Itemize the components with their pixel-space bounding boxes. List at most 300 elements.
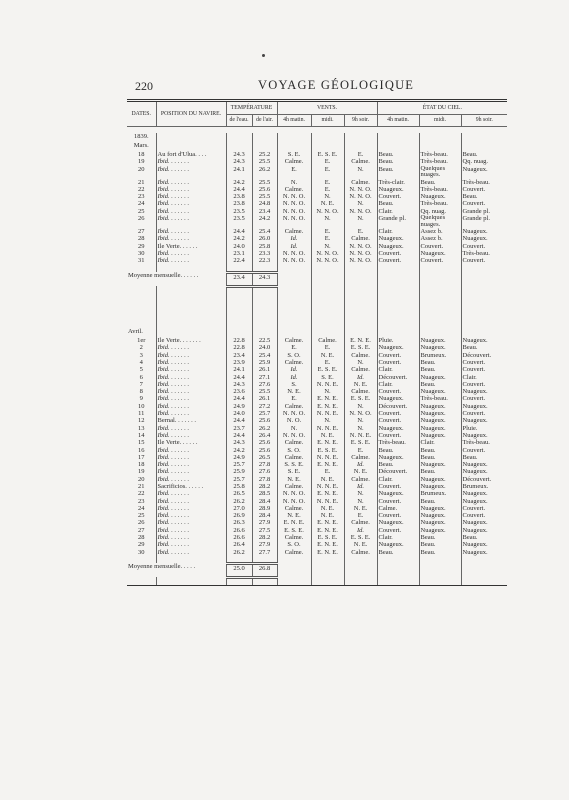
table-row	[127, 505, 507, 512]
cell-temp-air: 25.6	[252, 439, 277, 446]
cell-position: Ibid. . . . . . .	[156, 447, 226, 454]
cell-date: 13	[138, 424, 145, 432]
cell-wind-9h: N. N. O.	[344, 410, 377, 417]
cell-position: Ibid. . . . . . .	[156, 476, 226, 483]
year-label: 1839.	[133, 133, 149, 140]
cell-temp-water: 25.7	[226, 476, 252, 483]
cell-wind-9h: N. E.	[344, 468, 377, 475]
cell-sky-4h: Nuageux.	[377, 186, 419, 193]
cell-temp-air: 27.9	[252, 519, 277, 526]
cell-temp-air: 27.8	[252, 461, 277, 468]
cell-wind-9h: N.	[344, 425, 377, 432]
cell-sky-midi: Beau.	[419, 381, 461, 388]
cell-temp-water: 26.5	[226, 490, 252, 497]
cell-date: 12	[138, 417, 145, 425]
cell-position: Ibid. . . . . . .	[156, 490, 226, 497]
cell-sky-4h: Découvert.	[377, 468, 419, 475]
cell-sky-9h: Pluie.	[461, 425, 507, 432]
table-row	[127, 498, 507, 505]
cell-sky-9h: Nuageux.	[461, 417, 507, 424]
header-wind-9h: 9h soir.	[344, 115, 377, 127]
cell-temp-water: 25.8	[226, 483, 252, 490]
table-row	[127, 208, 507, 215]
cell-wind-4h: N.	[277, 179, 311, 186]
cell-temp-water: 23.1	[226, 250, 252, 257]
cell-temp-air: 27.6	[252, 381, 277, 388]
cell-sky-4h: Découvert.	[377, 403, 419, 410]
cell-sky-9h: Couvert.	[461, 505, 507, 512]
running-title: VOYAGE GÉOLOGIQUE	[258, 78, 415, 92]
cell-date: 21	[138, 483, 145, 490]
cell-wind-9h: N.	[344, 359, 377, 366]
cell-temp-air: 23.3	[252, 250, 277, 257]
march-mean-water: 23.4	[226, 272, 252, 286]
table-row	[127, 417, 507, 424]
cell-temp-water: 24.1	[226, 366, 252, 373]
cell-position: Ibid. . . . . . .	[156, 432, 226, 439]
cell-wind-midi: N. N. O.	[311, 257, 344, 264]
cell-temp-water: 24.0	[226, 410, 252, 417]
cell-position: Ibid. . . . . . .	[156, 208, 226, 215]
cell-wind-9h: Calme.	[344, 158, 377, 165]
cell-wind-9h: E. S. E.	[344, 395, 377, 402]
cell-temp-air: 26.1	[252, 366, 277, 373]
print-speck	[262, 54, 265, 57]
cell-wind-4h: Id.	[277, 366, 311, 373]
cell-sky-midi: Nuageux.	[419, 417, 461, 424]
cell-temp-air: 23.4	[252, 208, 277, 215]
header-sky: ÉTAT DU CIEL.	[377, 102, 507, 115]
cell-date: 5	[139, 366, 143, 374]
cell-temp-water: 27.0	[226, 505, 252, 512]
cell-temp-water: 24.1	[226, 166, 252, 179]
cell-wind-4h: N. N. O.	[277, 432, 311, 439]
cell-position: Ibid. . . . . . .	[156, 403, 226, 410]
cell-sky-midi: Beau.	[419, 454, 461, 461]
table-row	[127, 228, 507, 235]
cell-position: Ile Verte. . . . . .	[156, 439, 226, 446]
cell-wind-midi: E. N. E.	[311, 490, 344, 497]
cell-sky-9h: Couvert.	[461, 243, 507, 250]
cell-sky-9h: Nuageux.	[461, 228, 507, 235]
cell-temp-water: 24.9	[226, 454, 252, 461]
cell-position: Ibid. . . . . . .	[156, 200, 226, 207]
cell-sky-4h: Nuageux.	[377, 454, 419, 461]
march-mean-air: 24.3	[252, 272, 277, 286]
cell-date: 25	[138, 207, 145, 215]
cell-temp-air: 25.4	[252, 228, 277, 235]
cell-sky-midi: Brumeux.	[419, 490, 461, 497]
cell-sky-4h: Nuageux.	[377, 425, 419, 432]
cell-position: Ibid. . . . . . .	[156, 395, 226, 402]
cell-sky-4h: Très-clair.	[377, 179, 419, 186]
cell-temp-air: 25.6	[252, 447, 277, 454]
cell-sky-midi: Nuageux.	[419, 425, 461, 432]
cell-position: Ibid. . . . . . .	[156, 505, 226, 512]
cell-sky-4h: Beau.	[377, 461, 419, 468]
cell-sky-midi: Beau.	[419, 366, 461, 373]
cell-wind-9h: E.	[344, 151, 377, 158]
table-row	[127, 359, 507, 366]
cell-wind-4h: N. N. O.	[277, 193, 311, 200]
table-row	[127, 257, 507, 264]
cell-sky-4h: Beau.	[377, 200, 419, 207]
cell-wind-midi: E.	[311, 344, 344, 351]
cell-wind-9h: N. N. O.	[344, 186, 377, 193]
cell-date: 26	[138, 215, 145, 223]
header-sky-4h: 4h matin.	[377, 115, 419, 127]
cell-date: 28	[138, 534, 145, 542]
cell-wind-9h: N. N. O.	[344, 243, 377, 250]
cell-date: 16	[138, 446, 145, 454]
cell-date: 20	[138, 165, 145, 173]
cell-wind-midi: N. E.	[311, 200, 344, 207]
april-mean-section	[127, 556, 507, 586]
cell-wind-4h: E. S. E.	[277, 527, 311, 534]
cell-temp-water: 23.4	[226, 352, 252, 359]
cell-wind-9h: N. E.	[344, 505, 377, 512]
cell-wind-9h: Calme.	[344, 235, 377, 242]
header-dates: DATES.	[131, 110, 151, 117]
cell-wind-4h: Calme.	[277, 439, 311, 446]
table-row	[127, 439, 507, 446]
cell-wind-9h: N. N. O.	[344, 208, 377, 215]
cell-temp-air: 25.5	[252, 388, 277, 395]
cell-wind-4h: S. S. E.	[277, 461, 311, 468]
cell-temp-air: 24.2	[252, 215, 277, 228]
cell-temp-air: 24.0	[252, 344, 277, 351]
meteo-table	[127, 102, 507, 585]
table-row	[127, 410, 507, 417]
cell-wind-midi: N. N. E.	[311, 425, 344, 432]
table-row	[127, 534, 507, 541]
cell-position: Ibid. . . . . . .	[156, 534, 226, 541]
cell-temp-air: 27.9	[252, 541, 277, 548]
cell-position: Ibid. . . . . . .	[156, 410, 226, 417]
cell-sky-midi: Nuageux.	[419, 505, 461, 512]
table-row	[127, 235, 507, 242]
cell-wind-4h: Id.	[277, 235, 311, 242]
cell-date: 19	[138, 468, 145, 476]
cell-sky-midi: Beau.	[419, 359, 461, 366]
cell-temp-air: 25.4	[252, 352, 277, 359]
cell-position: Ibid. . . . . . .	[156, 158, 226, 165]
cell-wind-4h: E.	[277, 344, 311, 351]
cell-wind-midi: E.	[311, 186, 344, 193]
cell-temp-air: 27.1	[252, 374, 277, 381]
table-row	[127, 549, 507, 556]
table-row	[127, 454, 507, 461]
cell-wind-9h: N.	[344, 215, 377, 228]
cell-sky-midi: Nuageux.	[419, 461, 461, 468]
cell-wind-9h: Id.	[344, 527, 377, 534]
cell-wind-4h: Calme.	[277, 403, 311, 410]
cell-sky-9h: Découvert.	[461, 352, 507, 359]
cell-sky-midi: Nuageux.	[419, 388, 461, 395]
cell-position: Ibid. . . . . . .	[156, 166, 226, 179]
table-row	[127, 519, 507, 526]
cell-position: Ibid. . . . . . .	[156, 366, 226, 373]
cell-wind-4h: Calme.	[277, 483, 311, 490]
cell-sky-9h: Couvert.	[461, 257, 507, 264]
cell-sky-midi: Très-beau.	[419, 395, 461, 402]
cell-position: Ibid. . . . . . .	[156, 541, 226, 548]
cell-position: Ile Verte. . . . . .	[156, 243, 226, 250]
cell-temp-air: 25.5	[252, 179, 277, 186]
header-wind-midi: midi.	[311, 115, 344, 127]
cell-wind-9h: N. N. O.	[344, 257, 377, 264]
cell-sky-9h: Beau.	[461, 151, 507, 158]
cell-wind-4h: Calme.	[277, 228, 311, 235]
cell-sky-4h: Nuageux.	[377, 519, 419, 526]
cell-wind-4h: S. E.	[277, 151, 311, 158]
table-row	[127, 166, 507, 179]
cell-wind-9h: N.	[344, 498, 377, 505]
table-row	[127, 476, 507, 483]
cell-wind-9h: N.	[344, 200, 377, 207]
table-row	[127, 432, 507, 439]
cell-sky-midi: Beau.	[419, 549, 461, 556]
cell-position: Sacrificios. . . . . .	[156, 483, 226, 490]
cell-wind-9h: Calme.	[344, 549, 377, 556]
cell-sky-4h: Couvert.	[377, 417, 419, 424]
cell-temp-air: 22.5	[252, 337, 277, 344]
cell-date: 18	[138, 151, 145, 158]
cell-sky-4h: Clair.	[377, 381, 419, 388]
cell-temp-water: 24.3	[226, 151, 252, 158]
cell-sky-4h: Nuageux.	[377, 490, 419, 497]
cell-temp-water: 26.6	[226, 534, 252, 541]
cell-sky-midi: Très-beau.	[419, 151, 461, 158]
cell-wind-4h: Calme.	[277, 158, 311, 165]
cell-wind-4h: N. N. O.	[277, 250, 311, 257]
cell-wind-midi: N. E.	[311, 352, 344, 359]
cell-wind-9h: E.	[344, 512, 377, 519]
cell-temp-water: 23.8	[226, 200, 252, 207]
cell-sky-9h: Nuageux.	[461, 527, 507, 534]
cell-position: Ibid. . . . . . .	[156, 498, 226, 505]
cell-wind-midi: E.	[311, 468, 344, 475]
cell-date: 24	[138, 200, 145, 208]
cell-temp-water: 24.9	[226, 403, 252, 410]
cell-sky-9h: Couvert.	[461, 512, 507, 519]
cell-temp-water: 22.8	[226, 344, 252, 351]
cell-position: Ibid. . . . . . .	[156, 454, 226, 461]
month-label-march: Mars.	[133, 142, 149, 149]
cell-wind-4h: Calme.	[277, 549, 311, 556]
cell-sky-midi: Nuageux.	[419, 374, 461, 381]
cell-wind-4h: S.	[277, 381, 311, 388]
cell-sky-midi: Beau.	[419, 541, 461, 548]
cell-temp-water: 24.4	[226, 186, 252, 193]
cell-sky-4h: Couvert.	[377, 352, 419, 359]
cell-sky-4h: Clair.	[377, 366, 419, 373]
april-mean-water: 25.0	[226, 563, 252, 577]
cell-temp-air: 25.6	[252, 417, 277, 424]
cell-sky-9h: Beau.	[461, 193, 507, 200]
cell-wind-4h: N. N. O.	[277, 208, 311, 215]
cell-date: 29	[138, 541, 145, 549]
cell-date: 20	[138, 475, 145, 483]
cell-sky-9h: Nuageux.	[461, 337, 507, 344]
cell-date: 25	[138, 512, 145, 520]
cell-wind-4h: N. O.	[277, 417, 311, 424]
header-wind-4h: 4h matin.	[277, 115, 311, 127]
cell-sky-midi: Couvert.	[419, 257, 461, 264]
cell-temp-water: 24.3	[226, 439, 252, 446]
cell-wind-midi: E.	[311, 359, 344, 366]
cell-sky-midi: Beau.	[419, 534, 461, 541]
cell-sky-4h: Beau.	[377, 158, 419, 165]
cell-temp-air: 26.2	[252, 166, 277, 179]
cell-sky-4h: Clair.	[377, 208, 419, 215]
table-row	[127, 541, 507, 548]
table-row	[127, 151, 507, 158]
cell-sky-9h: Nuageux.	[461, 403, 507, 410]
cell-wind-4h: S. O.	[277, 352, 311, 359]
cell-temp-water: 24.3	[226, 381, 252, 388]
table-row	[127, 388, 507, 395]
cell-wind-midi: N.	[311, 193, 344, 200]
cell-sky-midi: Assez b.	[419, 228, 461, 235]
cell-temp-air: 25.8	[252, 243, 277, 250]
cell-sky-midi: Nuageux.	[419, 483, 461, 490]
cell-temp-air: 27.6	[252, 468, 277, 475]
cell-date: 28	[138, 235, 145, 243]
cell-temp-air: 22.3	[252, 257, 277, 264]
month-label-april: Avril.	[128, 328, 143, 336]
cell-temp-water: 22.8	[226, 337, 252, 344]
cell-date: 30	[138, 548, 145, 556]
cell-wind-4h: S. O.	[277, 447, 311, 454]
cell-wind-4h: Id.	[277, 243, 311, 250]
cell-date: 23	[138, 497, 145, 505]
cell-position: Ibid. . . . . . .	[156, 374, 226, 381]
cell-wind-4h: N. N. O.	[277, 215, 311, 228]
table-row	[127, 425, 507, 432]
cell-wind-9h: Calme.	[344, 388, 377, 395]
cell-wind-midi: E.	[311, 158, 344, 165]
cell-wind-midi: E. N. E.	[311, 439, 344, 446]
table-row	[127, 395, 507, 402]
cell-wind-midi: Calme.	[311, 337, 344, 344]
header-sky-9h: 9h soir.	[461, 115, 507, 127]
cell-sky-4h: Nuageux.	[377, 541, 419, 548]
cell-wind-midi: N. E.	[311, 512, 344, 519]
cell-date: 8	[139, 388, 143, 396]
cell-wind-midi: E. N. E.	[311, 527, 344, 534]
cell-wind-9h: Calme.	[344, 179, 377, 186]
cell-position: Ibid. . . . . . .	[156, 257, 226, 264]
cell-position: Bernal. . . . . . .	[156, 417, 226, 424]
cell-sky-9h: Couvert.	[461, 359, 507, 366]
table-row	[127, 374, 507, 381]
cell-sky-4h: Nuageux.	[377, 395, 419, 402]
cell-position: Ibid. . . . . . .	[156, 352, 226, 359]
cell-wind-midi: N. N. E.	[311, 483, 344, 490]
header-temperature: TEMPÉRATURE	[226, 102, 277, 115]
cell-wind-4h: Calme.	[277, 359, 311, 366]
cell-position: Ibid. . . . . . .	[156, 186, 226, 193]
table-row	[127, 366, 507, 373]
cell-temp-air: 28.9	[252, 505, 277, 512]
march-section	[127, 127, 507, 265]
cell-sky-9h: Couvert.	[461, 366, 507, 373]
cell-wind-midi: N.	[311, 388, 344, 395]
cell-wind-4h: E.	[277, 166, 311, 179]
cell-sky-9h: Brumeux.	[461, 483, 507, 490]
cell-wind-4h: N. E.	[277, 476, 311, 483]
cell-wind-midi: E. N. E.	[311, 395, 344, 402]
cell-wind-midi: N. N. O.	[311, 250, 344, 257]
cell-temp-water: 23.6	[226, 388, 252, 395]
cell-wind-midi: E. S. E.	[311, 366, 344, 373]
april-section	[127, 337, 507, 556]
table-row	[127, 158, 507, 165]
cell-date: 7	[139, 380, 143, 388]
cell-sky-9h: Beau.	[461, 454, 507, 461]
cell-sky-midi: Nuageux.	[419, 476, 461, 483]
cell-wind-9h: E. S. E.	[344, 439, 377, 446]
cell-position: Ibid. . . . . . .	[156, 250, 226, 257]
cell-sky-9h: Couvert.	[461, 395, 507, 402]
cell-position: Ibid. . . . . . .	[156, 193, 226, 200]
cell-wind-9h: N.	[344, 490, 377, 497]
cell-temp-air: 26.2	[252, 425, 277, 432]
cell-sky-midi: Beau.	[419, 498, 461, 505]
cell-temp-air: 28.4	[252, 498, 277, 505]
cell-wind-4h: Calme.	[277, 505, 311, 512]
cell-wind-midi: E. N. E.	[311, 541, 344, 548]
table-row	[127, 193, 507, 200]
cell-wind-midi: E. N. E.	[311, 403, 344, 410]
table-row	[127, 512, 507, 519]
cell-temp-air: 27.8	[252, 476, 277, 483]
cell-sky-4h: Nuageux.	[377, 243, 419, 250]
cell-position: Ibid. . . . . . .	[156, 344, 226, 351]
cell-wind-9h: Id.	[344, 374, 377, 381]
cell-wind-4h: N.	[277, 425, 311, 432]
cell-sky-9h: Grande pl.	[461, 208, 507, 215]
cell-sky-9h: Couvert.	[461, 381, 507, 388]
cell-wind-4h: N. N. O.	[277, 410, 311, 417]
cell-sky-4h: Découvert.	[377, 374, 419, 381]
cell-temp-water: 26.6	[226, 527, 252, 534]
cell-sky-midi: Nuageux.	[419, 403, 461, 410]
cell-sky-midi: Qq. nuag.	[419, 208, 461, 215]
cell-temp-air: 25.7	[252, 410, 277, 417]
cell-sky-midi: Brumeux.	[419, 352, 461, 359]
cell-wind-4h: E.	[277, 395, 311, 402]
cell-sky-midi: Couvert.	[419, 243, 461, 250]
cell-temp-air: 25.5	[252, 193, 277, 200]
cell-sky-midi: Nuageux.	[419, 527, 461, 534]
cell-temp-water: 26.2	[226, 498, 252, 505]
cell-sky-midi: Beau.	[419, 468, 461, 475]
cell-date: 2	[139, 344, 143, 352]
cell-wind-9h: Calme.	[344, 366, 377, 373]
cell-date: 27	[138, 526, 145, 534]
cell-wind-9h: N. N. O.	[344, 250, 377, 257]
cell-wind-4h: N. E.	[277, 388, 311, 395]
cell-wind-4h: N. E.	[277, 512, 311, 519]
cell-sky-4h: Couvert.	[377, 498, 419, 505]
cell-wind-9h: E. S. E.	[344, 344, 377, 351]
cell-date: 3	[139, 351, 143, 359]
cell-position: Ibid. . . . . . .	[156, 549, 226, 556]
cell-sky-4h: Beau.	[377, 151, 419, 158]
cell-temp-air: 28.2	[252, 483, 277, 490]
